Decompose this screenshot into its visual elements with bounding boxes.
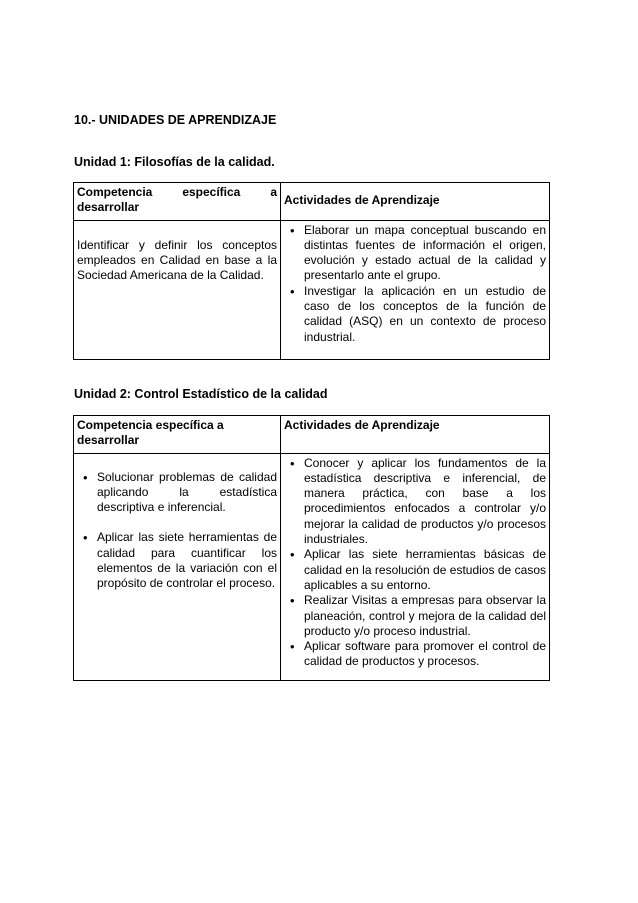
unit-1-header-competencia: Competencia específica a desarrollar xyxy=(74,183,281,221)
list-item: • Conocer y aplicar los fundamentos de la estadística descriptiva e inferencial, de manera práctica, con base a los procedimientos enfocados a controlar y/o mejorar la calidad de productos y/o procesos industriales. xyxy=(304,456,546,548)
unit-2-header-competencia: Competencia específica a desarrollar xyxy=(74,416,281,454)
unit-2-competencias-list xyxy=(77,470,277,592)
list-item: • Aplicar las siete herramientas de calidad para cuantificar los elementos de la variación con el propósito de controlar el proceso. xyxy=(97,530,277,591)
unit-1-content-row xyxy=(74,220,550,359)
unit-2-competencia-cell xyxy=(74,453,281,680)
unit-1-actividades-list xyxy=(284,223,546,345)
list-item: • Aplicar software para promover el control de calidad de productos y procesos. xyxy=(304,639,546,670)
unit-2-table xyxy=(73,415,550,681)
list-item: • Investigar la aplicación en un estudio de caso de los conceptos de la función de calidad (ASQ) en un contexto de proceso industrial. xyxy=(304,284,546,345)
unit-1-competencia-cell xyxy=(74,220,281,359)
list-item: • Realizar Visitas a empresas para observar la planeación, control y mejora de la calidad del producto y/o proceso industrial. xyxy=(304,593,546,639)
unit-2-actividades-list xyxy=(284,456,546,670)
section-heading: 10.- UNIDADES DE APRENDIZAJE xyxy=(74,113,277,127)
unit-1-header-actividades: Actividades de Aprendizaje xyxy=(281,183,550,221)
list-spacer xyxy=(97,515,277,530)
unit-2-title: Unidad 2: Control Estadístico de la calidad xyxy=(74,387,328,401)
list-item: • Aplicar las siete herramientas básicas de calidad en la resolución de estudios de casos aplicables a su entorno. xyxy=(304,547,546,593)
unit-1-header-row xyxy=(74,183,550,221)
unit-1-actividades-cell xyxy=(281,220,550,359)
list-item: • Elaborar un mapa conceptual buscando en distintas fuentes de información el origen, evolución y estado actual de la calidad y presentarlo ante el grupo. xyxy=(304,223,546,284)
unit-2-content-row xyxy=(74,453,550,680)
unit-2-header-row xyxy=(74,416,550,454)
unit-2-header-actividades: Actividades de Aprendizaje xyxy=(281,416,550,454)
unit-2-actividades-cell xyxy=(281,453,550,680)
unit-1-title: Unidad 1: Filosofías de la calidad. xyxy=(74,155,275,169)
list-item: • Solucionar problemas de calidad aplicando la estadística descriptiva e inferencial. xyxy=(97,470,277,516)
unit-1-table xyxy=(73,182,550,360)
unit-1-competencia-text: Identificar y definir los conceptos empleados en Calidad en base a la Sociedad Americana de la Calidad. xyxy=(77,237,277,283)
